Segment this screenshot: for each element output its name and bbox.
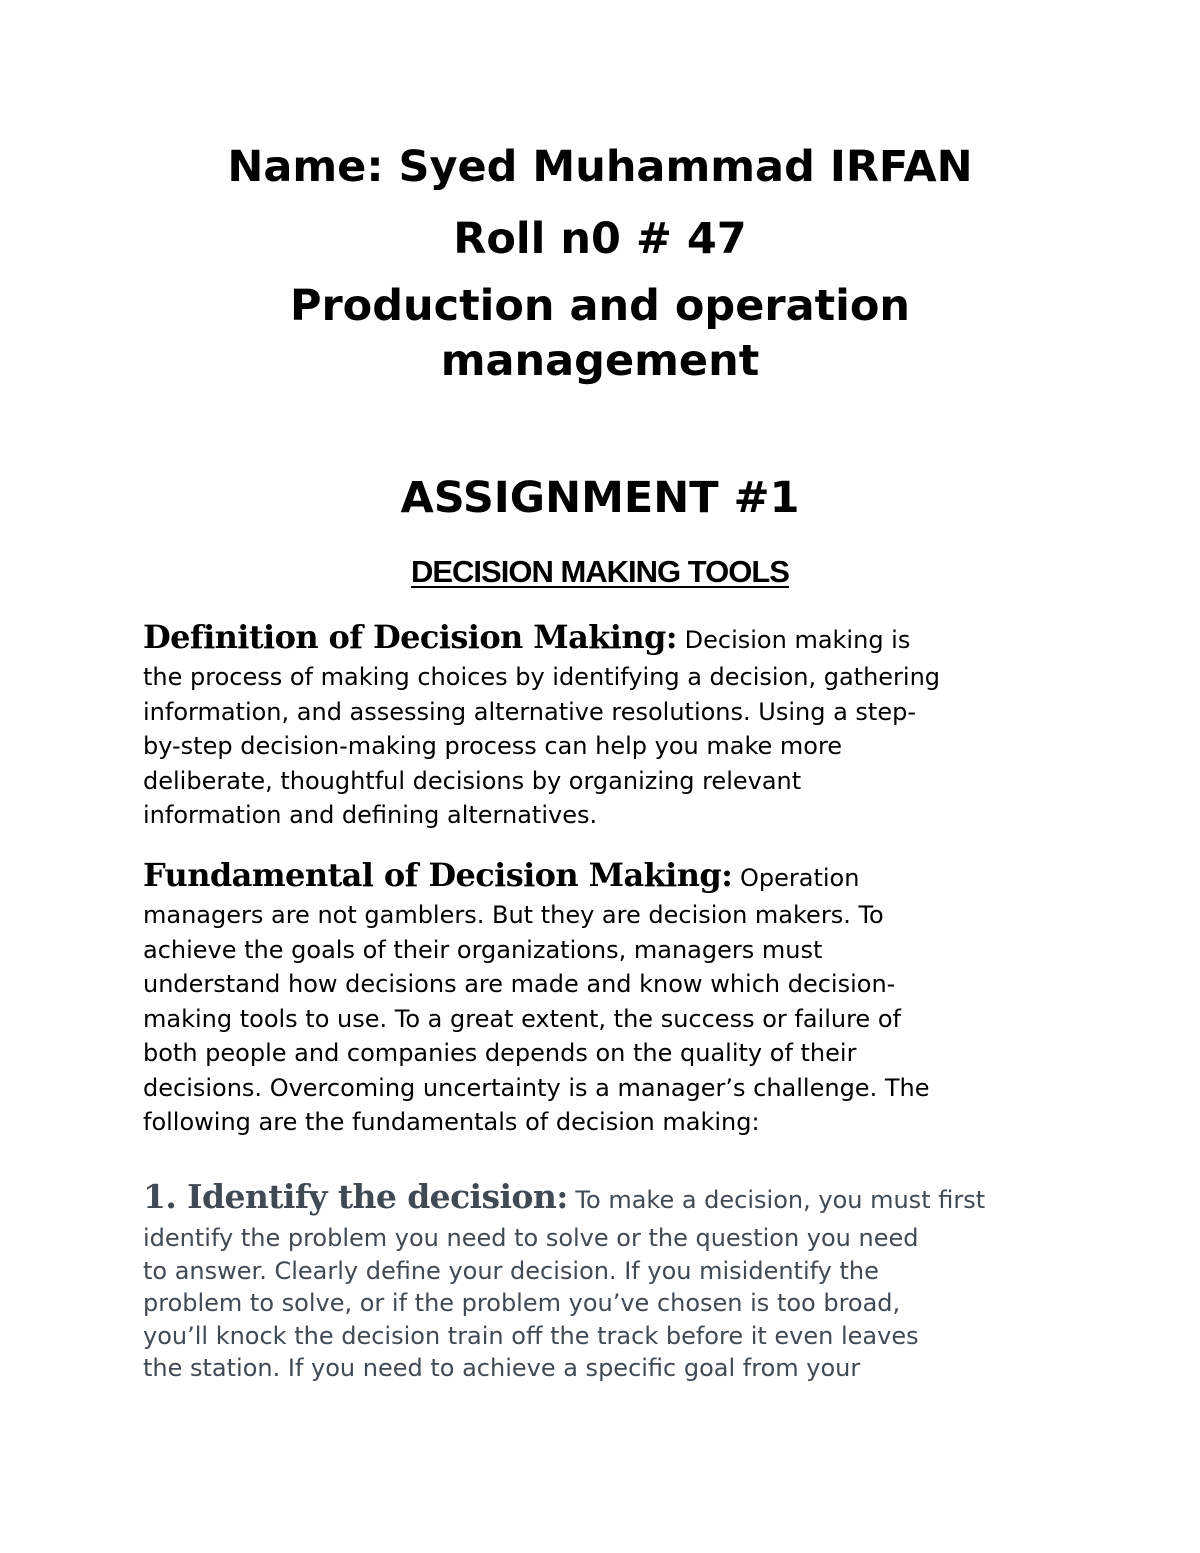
course-title-line-1: Production and operation bbox=[289, 281, 911, 331]
course-title-line-2: management bbox=[440, 336, 760, 386]
identify-line: identify the problem you need to solve or the question you need bbox=[143, 1224, 919, 1252]
fundamental-line: making tools to use. To a great extent, the success or failure of bbox=[143, 1004, 901, 1033]
identify-line: To make a decision, you must first bbox=[567, 1186, 986, 1214]
identify-line: the station. If you need to achieve a specific goal from your bbox=[143, 1354, 861, 1382]
identify-line: to answer. Clearly define your decision. If you misidentify the bbox=[143, 1256, 879, 1285]
assignment-subtitle-text: DECISION MAKING TOOLS bbox=[410, 554, 789, 589]
fundamental-first-line bbox=[143, 855, 1058, 898]
identify-paragraph bbox=[143, 1175, 1058, 1385]
fundamental-line: understand how decisions are made and know which decision- bbox=[143, 970, 896, 998]
assignment-title: ASSIGNMENT #1 bbox=[400, 473, 800, 523]
identify-line: you’ll knock the decision train off the track before it even leaves bbox=[143, 1321, 919, 1350]
definition-paragraph bbox=[143, 617, 1058, 833]
definition-first-line bbox=[143, 617, 1058, 660]
fundamental-paragraph bbox=[143, 855, 1058, 1140]
fundamental-line: both people and companies depends on the quality of their bbox=[143, 1039, 857, 1067]
fundamental-heading: Fundamental of Decision Making: bbox=[143, 856, 733, 894]
definition-heading: Definition of Decision Making: bbox=[143, 618, 678, 656]
fundamental-line: achieve the goals of their organizations, managers must bbox=[143, 935, 823, 964]
fundamental-line: managers are not gamblers. But they are decision makers. To bbox=[143, 901, 884, 929]
assignment-subtitle bbox=[0, 556, 1200, 587]
identify-line: problem to solve, or if the problem you’ve chosen is too broad, bbox=[143, 1289, 901, 1317]
definition-line: by-step decision-making process can help you make more bbox=[143, 732, 843, 760]
definition-line: Decision making is bbox=[677, 626, 911, 654]
fundamental-line: following are the fundamentals of decision making: bbox=[143, 1108, 760, 1136]
definition-line: the process of making choices by identifying a decision, gathering bbox=[143, 663, 941, 691]
fundamental-line: Operation bbox=[732, 864, 860, 892]
definition-line: deliberate, thoughtful decisions by organizing relevant bbox=[143, 766, 802, 795]
identify-first-line bbox=[143, 1175, 1058, 1222]
student-name: Name: Syed Muhammad IRFAN bbox=[227, 142, 973, 192]
identify-heading: 1. Identify the decision: bbox=[143, 1177, 568, 1216]
fundamental-line: decisions. Overcoming uncertainty is a manager’s challenge. The bbox=[143, 1073, 930, 1102]
definition-line: information, and assessing alternative resolutions. Using a step- bbox=[143, 697, 917, 726]
definition-line: information and defining alternatives. bbox=[143, 801, 598, 829]
roll-number: Roll n0 # 47 bbox=[453, 214, 747, 264]
